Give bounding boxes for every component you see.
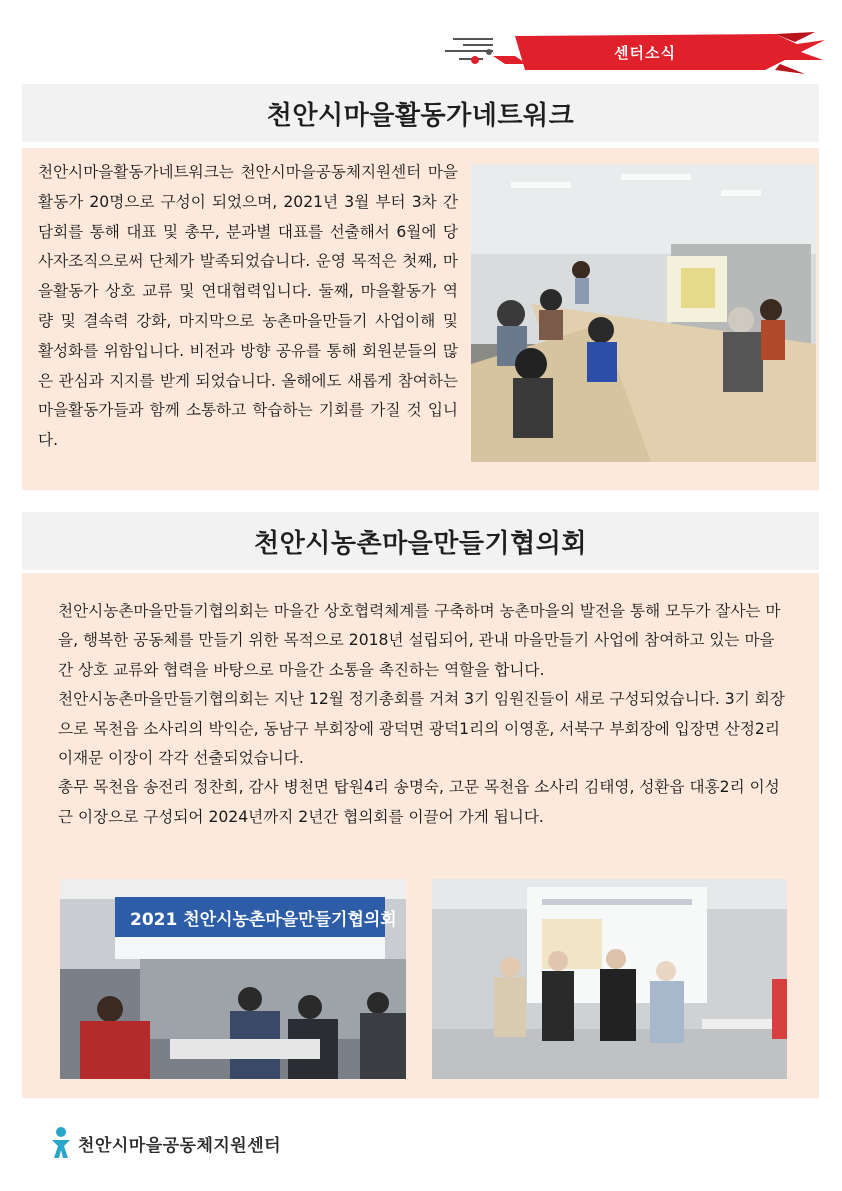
network-meeting-photo: [471, 164, 816, 462]
section1-title-bar: [22, 84, 819, 142]
section2-title: 천안시농촌마을만들기협의회: [253, 528, 587, 559]
banner-label: 센터소식: [614, 44, 676, 62]
footer-org-name: 천안시마을공동체지원센터: [78, 1135, 282, 1156]
section1-title: 천안시마을활동가네트워크: [266, 100, 575, 131]
section2-paragraph: 천안시농촌마을만들기협의회는 지난 12월 정기총회를 거쳐 3기 임원진들이 새로 구성되었습니다. 3기 회장으로 목천읍 소사리의 박익순, 동남구 부회장에 광덕면 광덕1리의 이영훈, 서북구 부회장에 입장면 산정2리 이재문 이장이 각각 선출되었습니다.: [58, 690, 785, 768]
section-banner: [445, 30, 825, 76]
footer-logo: [50, 1125, 281, 1161]
section2-body: [58, 597, 788, 832]
section1-panel: [22, 148, 819, 490]
general-meeting-photo: [60, 879, 406, 1079]
officers-photo: [432, 879, 787, 1079]
section1-body: 천안시마을활동가네트워크는 천안시마을공동체지원센터 마을활동가 20명으로 구성이 되었으며, 2021년 3월 부터 3차 간담회를 통해 대표 및 총무, 분과별 대표를 선출해서 6월에 당사자조직으로써 단체가 발족되었습니다. 운영 목적은 첫째, 마을활동가 상호 교류 및 연대협력입니다. 둘째, 마을활동가 역량 및 결속력 강화, 마지막으로 농촌마을만들기 사업이해 및 활성화를 위함입니다. 비전과 방향 공유를 통해 회원분들의 많은 관심과 지지를 받게 되었습니다. 올해에도 새롭게 참여하는 마을활동가들과 함께 소통하고 학습하는 기회를 가질 것 입니다.: [38, 163, 458, 450]
section2-panel: [22, 573, 819, 1098]
section2-title-bar: [22, 512, 819, 570]
section2-paragraph: 총무 목천읍 송전리 정찬희, 감사 병천면 탑원4리 송명숙, 고문 목천읍 소사리 김태영, 성환읍 대홍2리 이성근 이장으로 구성되어 2024년까지 2년간 협의회를 이끌어 가게 됩니다.: [58, 778, 780, 826]
photo-banner-text: 2021 천안시농촌마을만들기협의회: [130, 910, 397, 930]
person-icon: [50, 1126, 72, 1160]
section2-paragraph: 천안시농촌마을만들기협의회는 마을간 상호협력체계를 구축하며 농촌마을의 발전을 통해 모두가 잘사는 마을, 행복한 공동체를 만들기 위한 목적으로 2018년 설립되어, 관내 마을만들기 사업에 참여하고 있는 마을 간 상호 교류와 협력을 바탕으로 마을간 소통을 촉진하는 역할을 합니다.: [58, 602, 781, 679]
